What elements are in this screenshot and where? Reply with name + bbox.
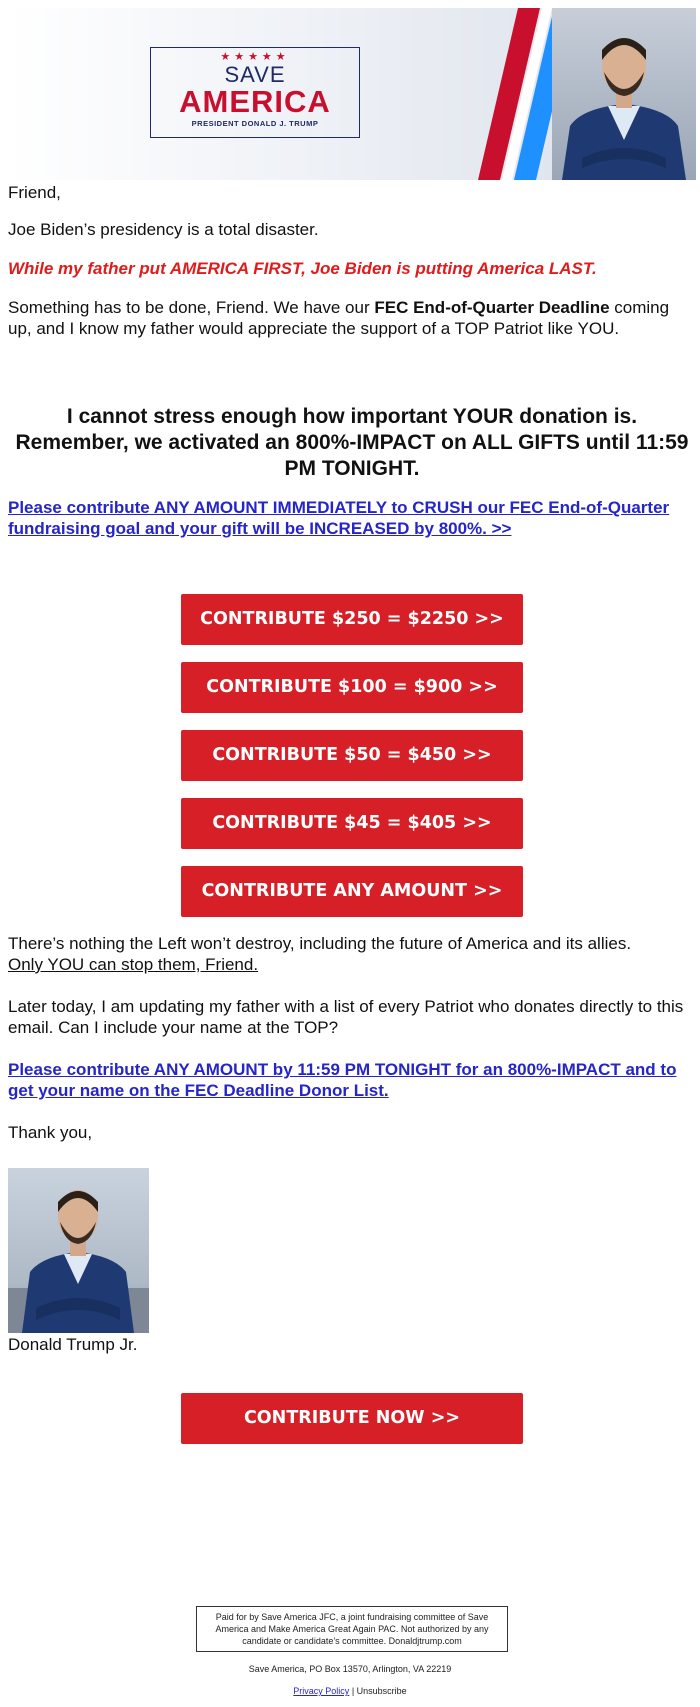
contribute-link-crush[interactable]: Please contribute ANY AMOUNT IMMEDIATELY to CRUSH our FEC End-of-Quarter fundraising goal and your gift will be INCREASED by 800%. >> <box>8 498 670 538</box>
contribute-link-paragraph <box>8 497 696 539</box>
greeting: Friend, <box>8 183 61 202</box>
closing: Thank you, <box>8 1123 93 1142</box>
left-destroy-text: There’s nothing the Left won’t destroy, including the future of America and its allies. <box>8 934 632 953</box>
logo-subtitle: PRESIDENT DONALD J. TRUMP <box>191 119 319 128</box>
logo-america-text: AMERICA <box>179 84 331 119</box>
contribute-250-button[interactable]: CONTRIBUTE $250 = $2250 >> <box>181 594 523 645</box>
contribute-100-button[interactable]: CONTRIBUTE $100 = $900 >> <box>181 662 523 713</box>
footer-address: Save America, PO Box 13570, Arlington, VA 22219 <box>248 1664 452 1674</box>
contribute-link-donor-list[interactable]: Please contribute ANY AMOUNT by 11:59 PM TONIGHT for an 800%-IMPACT and to get your name on the FEC Deadline Donor List. <box>8 1060 677 1100</box>
unsubscribe-link[interactable]: Unsubscribe <box>356 1686 407 1696</box>
paragraph-deadline <box>8 297 696 339</box>
signature-portrait <box>8 1168 149 1333</box>
only-you-underlined: Only YOU can stop them, Friend. <box>8 955 259 974</box>
contribute-50-button[interactable]: CONTRIBUTE $50 = $450 >> <box>181 730 523 781</box>
logo-stars: ★★★★★ <box>220 51 290 63</box>
contribute-45-button[interactable]: CONTRIBUTE $45 = $405 >> <box>181 798 523 849</box>
contribute-any-amount-button[interactable]: CONTRIBUTE ANY AMOUNT >> <box>181 866 523 917</box>
paragraph-left-destroy <box>8 933 696 975</box>
paragraph-america-first: While my father put AMERICA FIRST, Joe Biden is putting America LAST. <box>8 259 597 278</box>
deadline-text-after: coming up, and I know my father would appreciate the support of a TOP Patriot like YOU. <box>8 298 670 338</box>
footer-links <box>0 1686 700 1696</box>
logo-save-text: SAVE <box>224 62 286 87</box>
footer-separator: | <box>349 1686 357 1696</box>
donald-trump-jr-portrait <box>552 8 696 180</box>
paid-for-disclaimer: Paid for by Save America JFC, a joint fundraising committee of Save America and Make America Great Again PAC. Not authorized by any candidate or candidate’s committee. Donaldjtrump.com <box>196 1606 508 1652</box>
paragraph-donor-list: Later today, I am updating my father with a list of every Patriot who donates directly to this email. Can I include your name at the TOP? <box>8 997 684 1037</box>
paragraph-biden: Joe Biden’s presidency is a total disaster. <box>8 220 319 239</box>
deadline-text-before: Something has to be done, Friend. We have our <box>8 298 375 317</box>
deadline-bold: FEC End-of-Quarter Deadline <box>374 298 610 317</box>
privacy-policy-link[interactable]: Privacy Policy <box>293 1686 350 1696</box>
contribute-link-paragraph-2 <box>8 1059 696 1101</box>
headline-impact: I cannot stress enough how important YOUR donation is. Remember, we activated an 800%-IMPACT on ALL GIFTS until 11:59 PM TONIGHT. <box>15 405 689 480</box>
contribute-now-button[interactable]: CONTRIBUTE NOW >> <box>181 1393 523 1444</box>
save-america-logo <box>150 47 360 138</box>
header-banner <box>8 8 696 180</box>
signature-name: Donald Trump Jr. <box>8 1335 138 1354</box>
